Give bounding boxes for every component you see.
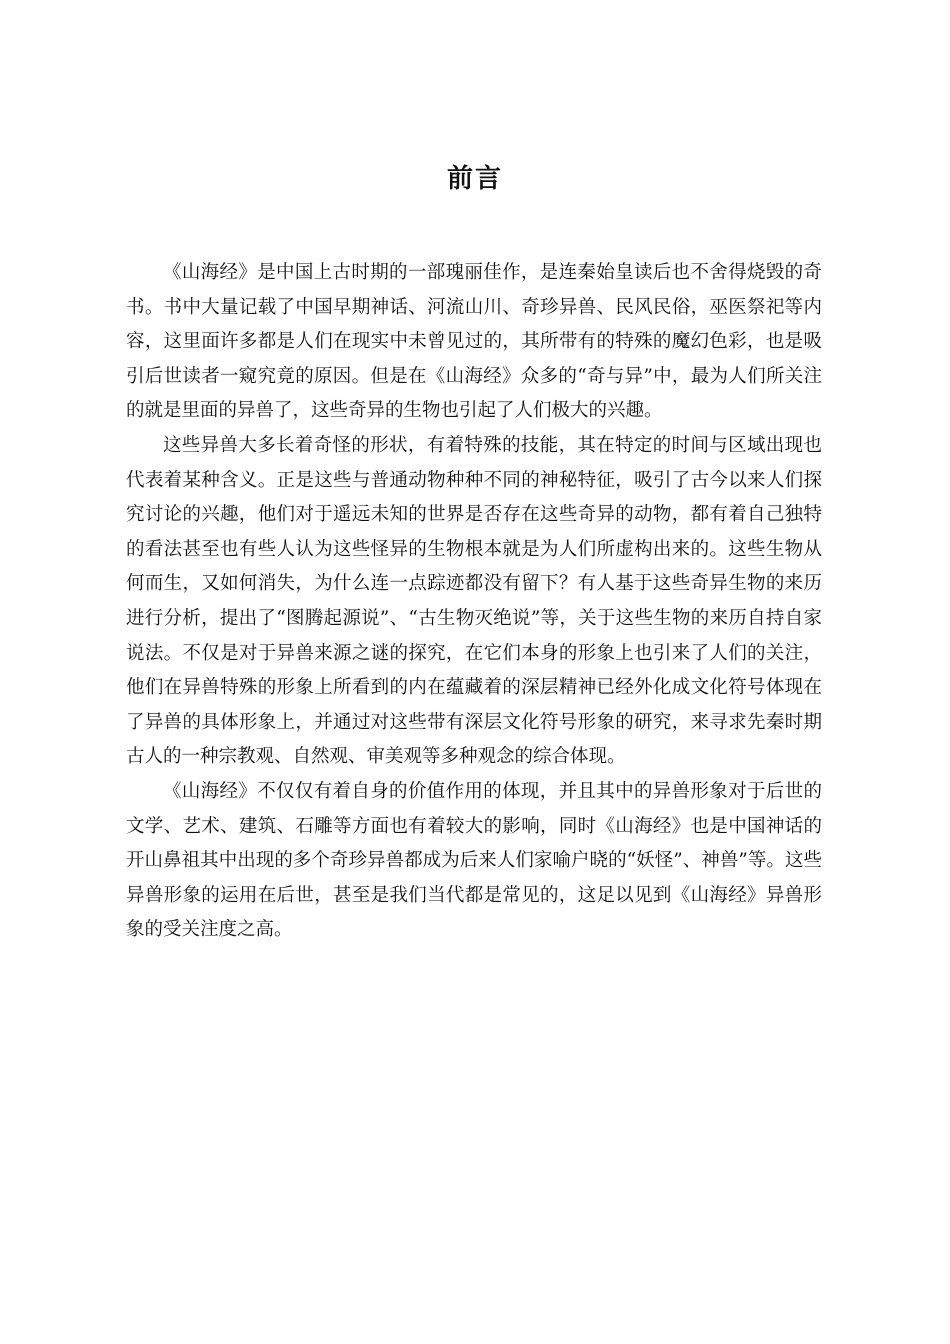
page-title: 前言 bbox=[446, 164, 503, 194]
document-body bbox=[126, 256, 822, 948]
paragraph-influence: 《山海经》不仅仅有着自身的价值作用的体现，并且其中的异兽形象对于后世的文学、艺术、建筑、石雕等方面也有着较大的影响，同时《山海经》也是中国神话的开山鼻祖其中出现的多个奇珍异兽都成为后来人们家喻户晓的“妖怪”、神兽”等。这些异兽形象的运用在后世，甚至是我们当代都是常见的，这足以见到《山海经》异兽形象的受关注度之高。 bbox=[126, 780, 822, 941]
paragraph-creatures: 这些异兽大多长着奇怪的形状，有着特殊的技能，其在特定的时间与区域出现也代表着某种含义。正是这些与普通动物种种不同的神秘特征，吸引了古今以来人们探究讨论的兴趣，他们对于遥远未知的世界是否存在这些奇异的动物，都有着自己独特的看法甚至也有些人认为这些怪异的生物根本就是为人们所虚构出来的。这些生物从何而生，又如何消失，为什么连一点踪迹都没有留下？有人基于这些奇异生物的来历进行分析，提出了“图腾起源说”、“古生物灭绝说”等，关于这些生物的来历自持自家说法。不仅是对于异兽来源之谜的探究，在它们本身的形象上也引来了人们的关注，他们在异兽特殊的形象上所看到的内在蕴藏着的深层精神已经外化成文化符号体现在了异兽的具体形象上，并通过对这些带有深层文化符号形象的研究，来寻求先秦时期古人的一种宗教观、自然观、审美观等多种观念的综合体现。 bbox=[126, 434, 822, 768]
paragraph-intro: 《山海经》是中国上古时期的一部瑰丽佳作，是连秦始皇读后也不舍得烧毁的奇书。书中大量记载了中国早期神话、河流山川、奇珍异兽、民风民俗，巫医祭祀等内容，这里面许多都是人们在现实中未曾见过的，其所带有的特殊的魔幻色彩，也是吸引后世读者一窥究竟的原因。但是在《山海经》众多的“奇与异”中，最为人们所关注的就是里面的异兽了，这些奇异的生物也引起了人们极大的兴趣。 bbox=[126, 262, 822, 422]
